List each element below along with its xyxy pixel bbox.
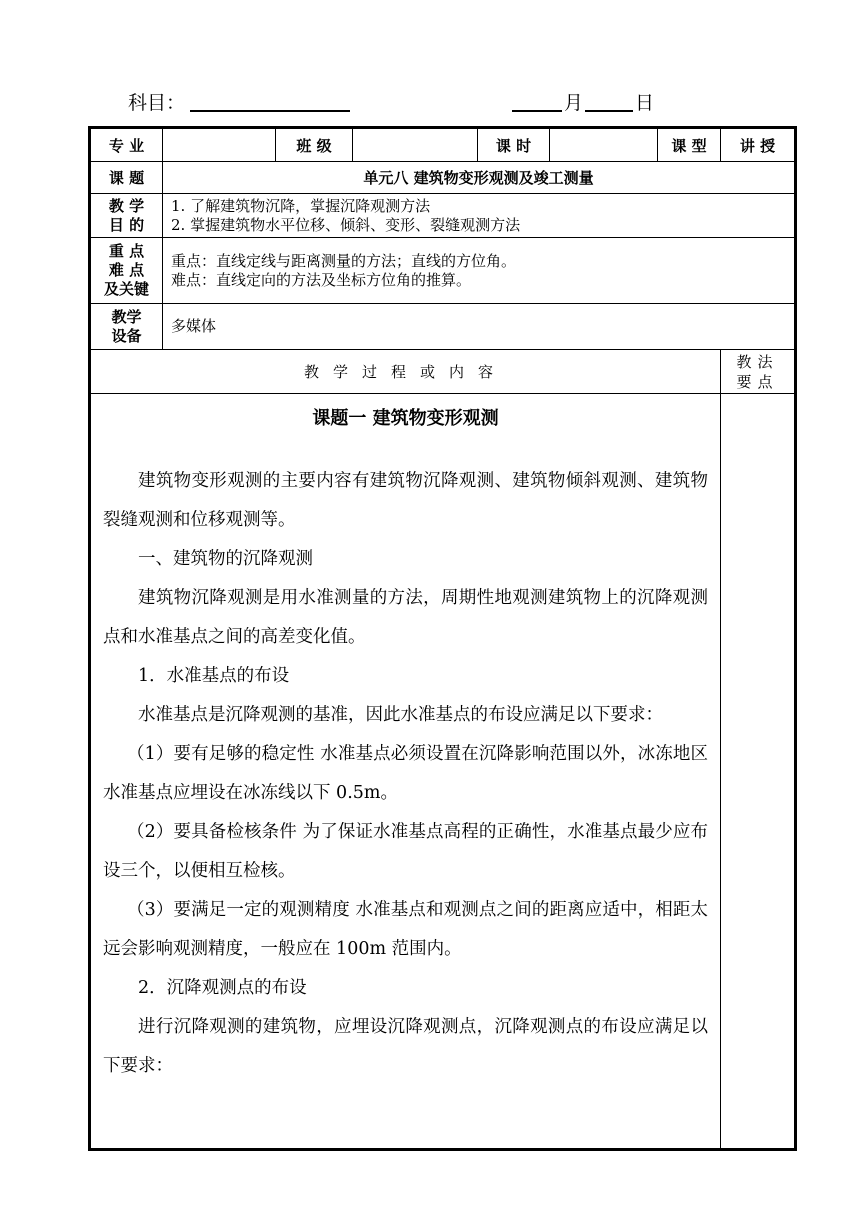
goal-item-2: 2. 掌握建筑物水平位移、倾斜、变形、裂缝观测方法 <box>171 215 521 234</box>
content-paragraph: 水准基点是沉降观测的基准，因此水准基点的布设应满足以下要求： <box>138 705 663 725</box>
process-header-row <box>90 350 796 394</box>
process-label: 教学过程或内容 <box>90 350 721 394</box>
content-paragraph: 建筑物变形观测的主要内容有建筑物沉降观测、建筑物倾斜观测、建筑物裂缝观测和位移观测等。 <box>103 471 708 530</box>
content-paragraph: 进行沉降观测的建筑物，应埋设沉降观测点，沉降观测点的布设应满足以下要求： <box>103 1017 708 1076</box>
class-value <box>353 128 478 162</box>
class-label: 班 级 <box>276 128 353 162</box>
method-label-line-1: 教法 <box>736 352 779 371</box>
month-label: 月 <box>564 92 584 114</box>
content-row <box>90 394 796 1150</box>
lesson-content <box>90 394 721 1150</box>
goal-item-1: 1. 了解建筑物沉降，掌握沉降观测方法 <box>171 196 431 215</box>
method-notes-cell <box>721 394 796 1150</box>
topic-row <box>90 162 796 194</box>
equipment-row <box>90 304 796 350</box>
method-label-line-2: 要点 <box>736 372 779 391</box>
day-blank <box>585 110 633 112</box>
lesson-plan-table <box>88 126 797 1151</box>
method-label <box>721 350 796 394</box>
subject-label: 科目： <box>128 92 186 114</box>
content-paragraph: 1．水准基点的布设 <box>138 666 290 686</box>
equipment-label <box>90 304 163 350</box>
header-line <box>0 86 860 118</box>
content-paragraph: （2）要具备检核条件 为了保证水准基点高程的正确性，水准基点最少应布设三个，以便相互检核。 <box>103 822 708 881</box>
subject-blank <box>190 110 350 112</box>
content-paragraph: 一、建筑物的沉降观测 <box>138 549 313 569</box>
topic-label: 课 题 <box>90 162 163 194</box>
content-paragraph: （1）要有足够的稳定性 水准基点必须设置在沉降影响范围以外，冰冻地区水准基点应埋设在冰冻线以下 0.5m。 <box>103 744 708 803</box>
equipment-value: 多媒体 <box>163 304 796 350</box>
month-blank <box>512 110 562 112</box>
equipment-label-line-1: 教学 <box>111 307 142 326</box>
equipment-label-line-2: 设备 <box>111 326 142 345</box>
day-label: 日 <box>635 92 655 114</box>
goal-label-line-1: 教 学 <box>108 196 145 215</box>
key-label-line-1: 重 点 <box>108 242 145 260</box>
content-paragraph: （3）要满足一定的观测精度 水准基点和观测点之间的距离应适中，相距太远会影响观测精度，一般应在 100m 范围内。 <box>103 900 708 959</box>
key-row <box>90 238 796 304</box>
lesson-title: 课题一 建筑物变形观测 <box>312 408 499 429</box>
info-row <box>90 128 796 162</box>
major-value <box>163 128 276 162</box>
key-label-line-2: 难 点 <box>108 261 145 279</box>
goal-content <box>163 194 796 238</box>
goal-label-line-2: 目 的 <box>108 215 145 234</box>
key-content <box>163 238 796 304</box>
goal-label <box>90 194 163 238</box>
key-item-1: 重点：直线定线与距离测量的方法；直线的方位角。 <box>171 251 517 270</box>
key-label-line-3: 及关键 <box>103 280 149 298</box>
type-value: 讲 授 <box>721 128 796 162</box>
hours-value <box>550 128 658 162</box>
key-item-2: 难点：直线定向的方法及坐标方位角的推算。 <box>171 270 472 289</box>
type-label: 课 型 <box>658 128 721 162</box>
hours-label: 课 时 <box>478 128 550 162</box>
major-label: 专 业 <box>90 128 163 162</box>
goal-row <box>90 194 796 238</box>
content-paragraph: 2．沉降观测点的布设 <box>138 978 307 998</box>
content-paragraph: 建筑物沉降观测是用水准测量的方法，周期性地观测建筑物上的沉降观测点和水准基点之间的高差变化值。 <box>103 588 708 647</box>
key-label <box>90 238 163 304</box>
topic-value: 单元八 建筑物变形观测及竣工测量 <box>163 162 796 194</box>
